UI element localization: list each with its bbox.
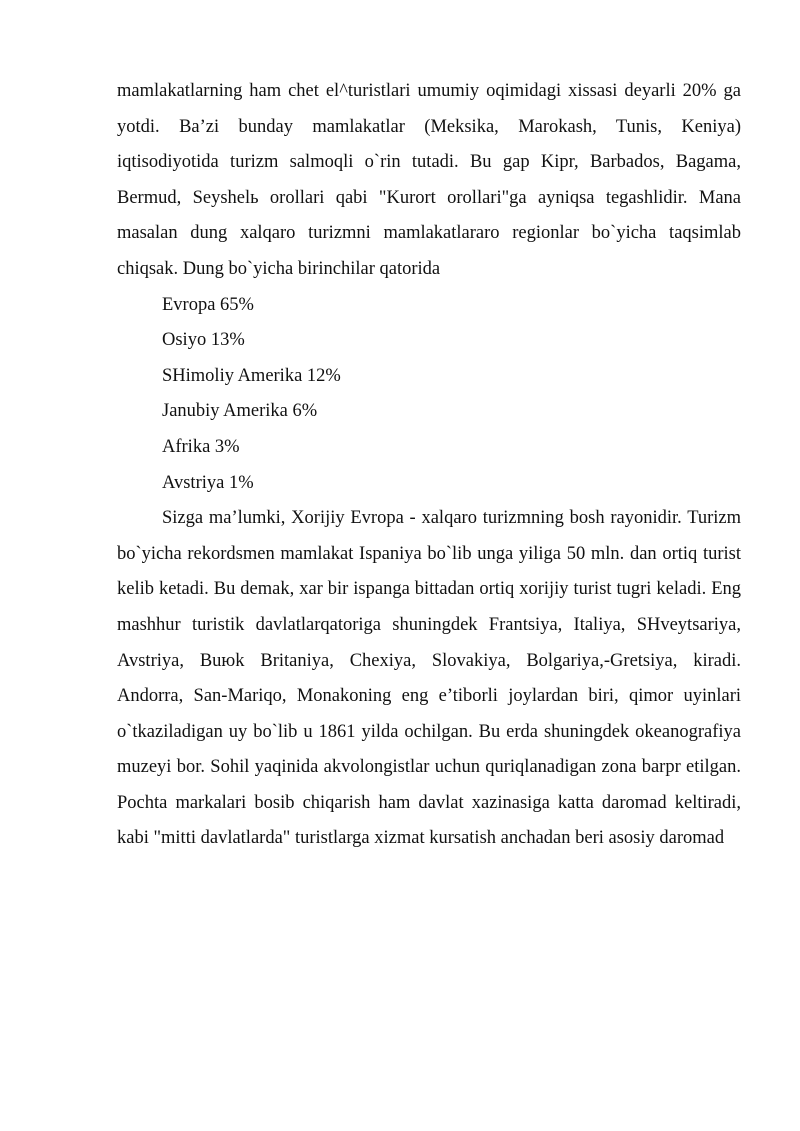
region-item-north-america: SHimoliy Amerika 12% (162, 365, 341, 386)
region-item-europe: Evropa 65% (162, 294, 254, 315)
paragraph-2: Sizga ma’lumki, Xorijiy Evropa - xalqaro turizmning bosh rayonidir. Turizm bo`yicha rekordsmen mamlakat Ispaniya bo`lib unga yiliga 50 mln. dan ortiq turist kelib ketadi. Bu demak, xar bir ispanga bittadan ortiq xorijiy turist tugri keladi. Eng mashhur turistik davlatlarqatoriga shuningdek Frantsiya, Italiya, SHveytsariya, Avstriya, Buюk Britaniya, Chexiya, Slovakiya, Bolgariya,-Gretsiya, kiradi. Andorra, San-Mariqo, Monakoning eng e’tiborli joylardan biri, qimor uyinlari o`tkaziladigan uy bo`lib u 1861 yilda ochilgan. Bu erda shuningdek okeanografiya muzeyi bor. Sohil yaqinida akvolongistlar uchun quriqlanadigan zona barpr etilgan. Pochta markalari bosib chiqarish ham davlat xazinasiga katta daromad keltiradi, kabi "mitti davlatlarda" turistlarga xizmat kursatish anchadan beri asosiy daromad (117, 508, 741, 849)
region-item-avstriya: Avstriya 1% (162, 472, 254, 493)
region-item-africa: Afrika 3% (162, 436, 240, 457)
region-item-south-america: Janubiy Amerika 6% (162, 401, 318, 422)
paragraph-1: mamlakatlarning ham chet el^turistlari umumiy oqimidagi xissasi deyarli 20% ga yotdi. Ba’zi bunday mamlakatlar (Meksika, Marokash, Tunis, Keniya) iqtisodiyotida turizm salmoqli o`rin tutadi. Bu gap Kipr, Barbados, Bagama, Bermud, Seyshelь orollari qabi "Kurort orollari"ga ayniqsa tegashlidir. Mana masalan dung xalqaro turizmni mamlakatlararo regionlar bo`yicha taqsimlab chiqsak. Dung bo`yicha birinchilar qatorida (117, 81, 741, 279)
document-body (117, 74, 741, 857)
region-item-asia: Osiyo 13% (162, 330, 245, 351)
